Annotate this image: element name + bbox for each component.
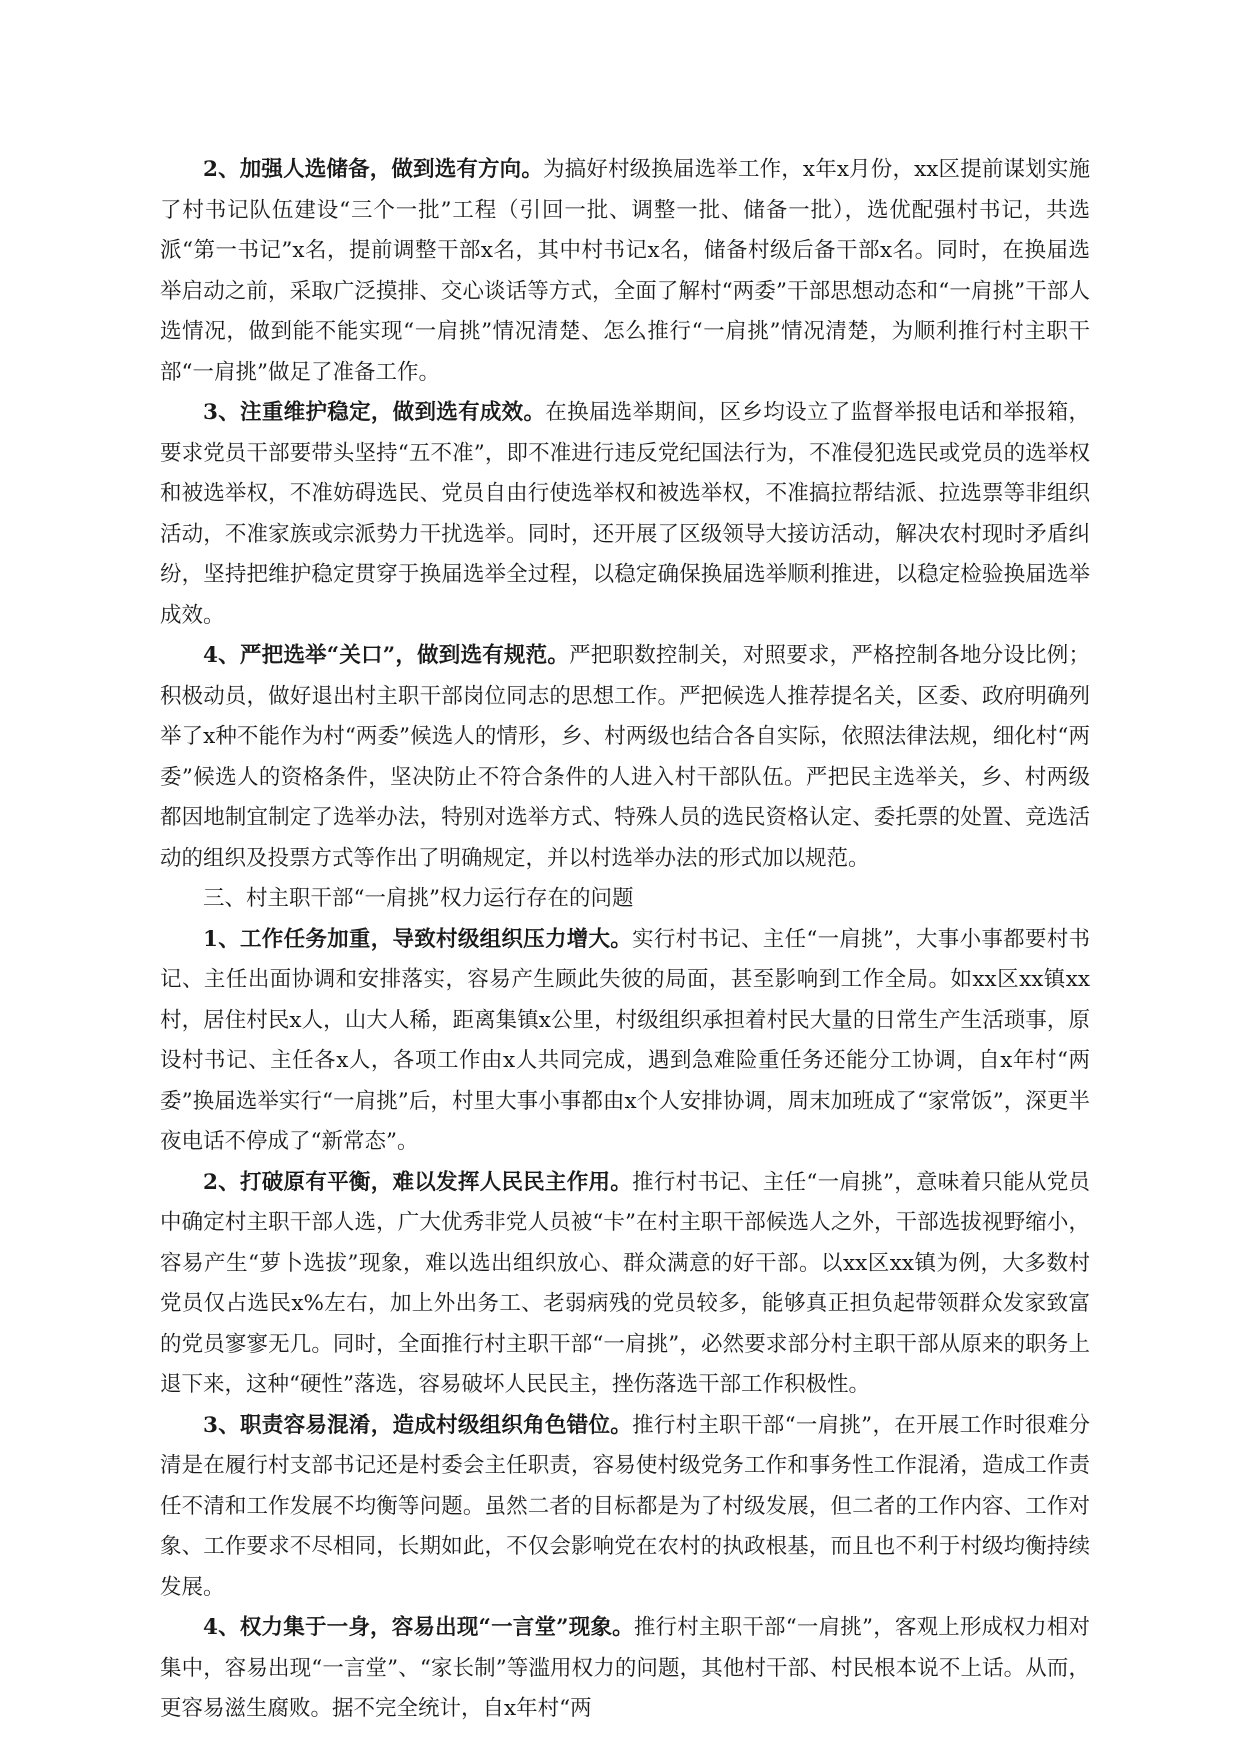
- paragraph-body: 严把职数控制关，对照要求，严格控制各地分设比例；积极动员，做好退出村主职干部岗位同志的思想工作。严把候选人推荐提名关，区委、政府明确列举了x种不能作为村“两委”候选人的情形，乡、村两级也结合各自实际，依照法律法规，细化村“两委”候选人的资格条件，坚决防止不符合条件的人进入村干部队伍。严把民主选举关，乡、村两级都因地制宜制定了选举办法，特别对选举方式、特殊人员的选民资格认定、委托票的处置、竞选活动的组织及投票方式等作出了明确规定，并以村选举办法的形式加以规范。: [160, 643, 1090, 871]
- paragraph-lead: 2、加强人选储备，做到选有方向。: [203, 157, 544, 182]
- paragraph-workload-pressure: [160, 920, 1090, 1163]
- paragraph-maintain-stability: [160, 393, 1090, 636]
- paragraph-election-checkpoint: [160, 636, 1090, 879]
- paragraph-democracy-balance: [160, 1163, 1090, 1406]
- paragraph-lead: 2、打破原有平衡，难以发挥人民民主作用。: [203, 1169, 633, 1195]
- paragraph-body: 推行村主职干部“一肩挑”，客观上形成权力相对集中，容易出现“一言堂”、“家长制”等滥用权力的问题，其他村干部、村民根本说不上话。从而，更容易滋生腐败。据不完全统计，自x年村“两: [160, 1615, 1090, 1721]
- paragraph-lead: 4、权力集于一身，容易出现“一言堂”现象。: [203, 1615, 634, 1640]
- document-page: [160, 150, 1090, 1730]
- paragraph-role-confusion: [160, 1406, 1090, 1609]
- paragraph-lead: 3、职责容易混淆，造成村级组织角色错位。: [203, 1412, 633, 1438]
- paragraph-power-concentration: [160, 1608, 1090, 1730]
- paragraph-candidate-reserve: [160, 150, 1090, 393]
- paragraph-body: 实行村书记、主任“一肩挑”，大事小事都要村书记、主任出面协调和安排落实，容易产生顾此失彼的局面，甚至影响到工作全局。如xx区xx镇xx村，居住村民x人，山大人稀，距离集镇x公里，村级组织承担着村民大量的日常生产生活琐事，原设村书记、主任各x人，各项工作由x人共同完成，遇到急难险重任务还能分工协调，自x年村“两委”换届选举实行“一肩挑”后，村里大事小事都由x个人安排协调，周末加班成了“家常饭”，深更半夜电话不停成了“新常态”。: [160, 926, 1090, 1154]
- paragraph-lead: 3、注重维护稳定，做到选有成效。: [203, 400, 546, 425]
- paragraph-body: 推行村主职干部“一肩挑”，在开展工作时很难分清是在履行村支部书记还是村委会主任职责，容易使村级党务工作和事务性工作混淆，造成工作责任不清和工作发展不均衡等问题。虽然二者的目标都是为了村级发展，但二者的工作内容、工作对象、工作要求不尽相同，长期如此，不仅会影响党在农村的执政根基，而且也不利于村级均衡持续发展。: [160, 1412, 1090, 1600]
- section-heading: 三、村主职干部“一肩挑”权力运行存在的问题: [203, 886, 634, 911]
- paragraph-lead: 1、工作任务加重，导致村级组织压力增大。: [203, 926, 633, 952]
- paragraph-lead: 4、严把选举“关口”，做到选有规范。: [203, 643, 570, 668]
- paragraph-body: 为搞好村级换届选举工作，x年x月份，xx区提前谋划实施了村书记队伍建设“三个一批”工程（引回一批、调整一批、储备一批），选优配强村书记，共选派“第一书记”x名，提前调整干部x名，其中村书记x名，储备村级后备干部x名。同时，在换届选举启动之前，采取广泛摸排、交心谈话等方式，全面了解村“两委”干部思想动态和“一肩挑”干部人选情况，做到能不能实现“一肩挑”情况清楚、怎么推行“一肩挑”情况清楚，为顺利推行村主职干部“一肩挑”做足了准备工作。: [160, 157, 1090, 385]
- paragraph-body: 在换届选举期间，区乡均设立了监督举报电话和举报箱，要求党员干部要带头坚持“五不准”，即不准进行违反党纪国法行为，不准侵犯选民或党员的选举权和被选举权，不准妨碍选民、党员自由行使选举权和被选举权，不准搞拉帮结派、拉选票等非组织活动，不准家族或宗派势力干扰选举。同时，还开展了区级领导大接访活动，解决农村现时矛盾纠纷，坚持把维护稳定贯穿于换届选举全过程，以稳定确保换届选举顺利推进，以稳定检验换届选举成效。: [160, 400, 1090, 628]
- paragraph-body: 推行村书记、主任“一肩挑”，意味着只能从党员中确定村主职干部人选，广大优秀非党人员被“卡”在村主职干部候选人之外，干部选拔视野缩小，容易产生“萝卜选拔”现象，难以选出组织放心、群众满意的好干部。以xx区xx镇为例，大多数村党员仅占选民x%左右，加上外出务工、老弱病残的党员较多，能够真正担负起带领群众发家致富的党员寥寥无几。同时，全面推行村主职干部“一肩挑”，必然要求部分村主职干部从原来的职务上退下来，这种“硬性”落选，容易破坏人民民主，挫伤落选干部工作积极性。: [160, 1169, 1090, 1397]
